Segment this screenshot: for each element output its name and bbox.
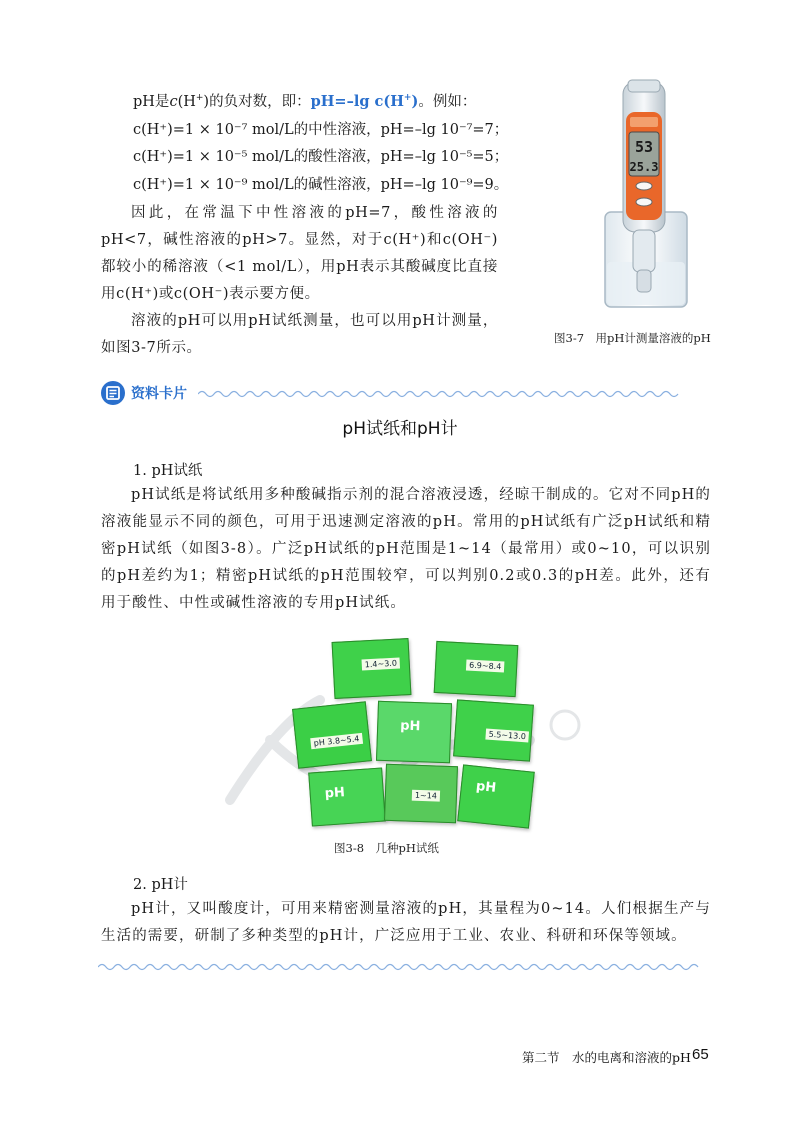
example-basic: c(H⁺)=1 × 10⁻⁹ mol/L的碱性溶液，pH=–lg 10⁻⁹=9。 (133, 177, 509, 193)
meter-reading-bottom: 25.3 (629, 160, 659, 174)
ph-strip-5: 5.5~13.0 (453, 699, 534, 761)
card-title: pH试纸和pH计 (342, 419, 458, 439)
ph-definition-formula: pH=–lg c(H+) (310, 93, 419, 110)
section-1-text: pH试纸是将试纸用多种酸碱指示剂的混合溶液浸透，经晾干制成的。它对不同pH的溶液能显示不同的颜色，可用于迅速测定溶液的pH。常用的pH试纸有广泛pH试纸和精密pH试纸（如图3-8）。广泛pH试纸的pH范围是1~14（最常用）或0~10，可以识别的pH差约为1；精密pH试纸的pH范围较窄，可以判别0.2或0.3的pH差。此外，还有用于酸性、中性或碱性溶液的专用pH试纸。 (101, 487, 711, 611)
section-1-heading: 1. pH试纸 (133, 463, 203, 479)
ph-strip-8: pH (457, 764, 535, 828)
wave-divider-top (198, 389, 710, 399)
section-2-text: pH计，又叫酸度计，可用来精密测量溶液的pH，其量程为0~14。人们根据生产与生活的需要，研制了多种类型的pH计，广泛应用于工业、农业、科研和环保等领域。 (101, 901, 711, 944)
paragraph-measurement: 溶液的pH可以用pH试纸测量，也可以用pH计测量，如图3-7所示。 (101, 313, 498, 356)
document-icon (100, 380, 126, 406)
ph-strip-3: pH 3.8~5.4 (292, 701, 372, 768)
example-neutral: c(H⁺)=1 × 10⁻⁷ mol/L的中性溶液，pH=–lg 10⁻⁷=7； (133, 122, 509, 138)
meter-button-bottom (636, 198, 652, 206)
c-symbol: c (169, 94, 178, 110)
ph-paper-figure (290, 640, 540, 830)
formula-line-1: pH是c(H+)的负对数，即：pH=–lg c(H+)。例如： (133, 93, 477, 110)
meter-reading-top: 53 (634, 138, 654, 156)
figure-3-7-caption: 图3-7 用pH计测量溶液的pH (554, 331, 711, 345)
page-number: 65 (692, 1046, 709, 1063)
meter-button-top (636, 182, 652, 190)
ph-strip-4: pH (376, 701, 452, 764)
example-acidic: c(H⁺)=1 × 10⁻⁵ mol/L的酸性溶液，pH=–lg 10⁻⁵=5； (133, 149, 509, 165)
paragraph-ph-ranges: 因此，在常温下中性溶液的pH=7，酸性溶液的pH<7，碱性溶液的pH>7。显然，对于c(H⁺)和c(OH⁻)都较小的稀溶液（<1 mol/L），用pH表示其酸碱度比直接用c(H⁺)或c(OH⁻)表示要方便。 (101, 205, 498, 302)
ph-strip-6: pH (308, 767, 386, 826)
ph-meter-figure (595, 72, 695, 312)
section-2-heading: 2. pH计 (133, 877, 188, 893)
ph-strip-2: 6.9~8.4 (434, 641, 519, 697)
ph-strip-7: 1~14 (384, 764, 458, 823)
figure-3-8-caption: 图3-8 几种pH试纸 (334, 841, 439, 855)
ph-strip-1: 1.4~3.0 (332, 638, 412, 699)
wave-divider-bottom (98, 962, 710, 972)
running-footer-section: 第二节 水的电离和溶液的pH (522, 1050, 691, 1065)
meter-probe (633, 230, 655, 272)
info-card-label: 资料卡片 (131, 386, 187, 402)
